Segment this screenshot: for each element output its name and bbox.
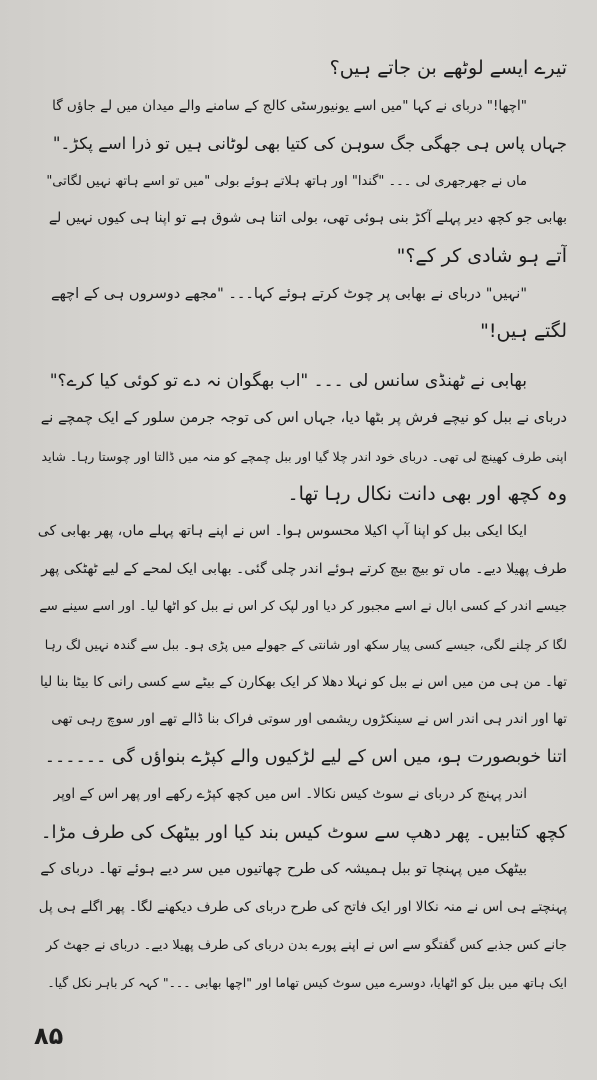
text-line: بھابی نے ٹھنڈی سانس لی ۔۔۔ "اب بھگوان نہ دے تو کوئی کیا کرے؟" [49, 370, 527, 391]
text-line: وہ کچھ اور بھی دانت نکال رہا تھا۔ [287, 482, 567, 505]
text-line: کچھ کتابیں۔ پھر دھپ سے سوٹ کیس بند کیا اور بیٹھک کی طرف مڑا۔ [40, 821, 567, 843]
text-line: جہاں پاس ہی جھگی جگ سوہن کی کتیا بھی لوٹانی ہیں تو ذرا اسے پکڑ۔" [52, 134, 567, 154]
text-line: تیرے ایسے لوٹھے بن جاتے ہیں؟ [329, 57, 567, 79]
text-line: "نہیں" دربای نے بھابی پر چوٹ کرتے ہوئے کہا۔۔۔ "مجھے دوسروں ہی کے اچھے [50, 285, 527, 302]
text-line: ایک ہاتھ میں ببل کو اٹھایا، دوسرے میں سوٹ کیس تھاما اور "اچھا بھابی ۔۔۔" کہہ کر باہر نکل گیا۔ [47, 975, 567, 991]
text-line: ماں نے جھرجھری لی ۔۔۔ "گندا" اور ہاتھ ہلاتے ہوئے بولی "میں تو اسے ہاتھ نہیں لگاتی" [46, 173, 527, 189]
urdu-text-block [38, 50, 567, 1002]
text-line: لگتے ہیں!" [480, 320, 567, 343]
text-line: تھا۔ من ہی من میں اس نے ببل کو نہلا دھلا کر ایک بھکارن کے بیٹے سے کسی رانی کا بیٹا بنا لیا [39, 673, 567, 690]
text-line: آتے ہو شادی کر کے؟" [396, 244, 567, 267]
text-line: اپنی طرف کھینچ لی تھی۔ دربای خود اندر چلا گیا اور ببل چمچے کو منہ میں ڈالتا اور چوستا رہا۔ شاید [41, 448, 567, 464]
text-line: جانے کس جذبے کس گفتگو سے اس نے اپنے پورے بدن دربای کی طرف پھیلا دیے۔ دربای نے جھٹ کر [45, 937, 567, 953]
text-line: بھابی جو کچھ دیر پہلے آکڑ بنی ہوئی تھی، بولی اتنا ہی شوق ہے تو اپنا ہی کیوں نہیں لے [48, 210, 567, 227]
text-line: اتنا خوبصورت ہو، میں اس کے لیے لڑکیوں والے کپڑے بنواؤں گی ۔۔۔۔۔۔ [44, 746, 567, 767]
text-line: پہنچتے ہی اس نے منہ نکالا اور ایک فاتح کی طرح دربای کی طرف دیکھنے لگا۔ پھر اگلے ہی پل [38, 899, 567, 916]
text-line: جیسے اندر کے کسی ابال نے اسے مجبور کر دیا اور لپک کر اس نے ببل کو اٹھا لیا۔ اور اسے سینے سے [39, 599, 567, 615]
text-line: ایکا ایکی ببل کو اپنا آپ اکیلا محسوس ہوا۔ اس نے اپنے ہاتھ پہلے ماں، پھر بھابی کی [38, 523, 527, 540]
page-number: ۸۵ [34, 1022, 64, 1050]
text-line: لگا کر چلنے لگی، جیسے کسی پیار سکھ اور شانتی کے جھولے میں پڑی ہو۔ ببل سے گندہ نہیں لگ رہا [44, 636, 567, 652]
text-line: تھا اور اندر ہی اندر اس نے سینکڑوں ریشمی اور سوتی فراک بنا ڈالے تھے اور سوچ رہی تھی [51, 711, 567, 728]
text-line: طرف پھیلا دیے۔ ماں تو بیچ بیچ کرتے ہوئے اندر چلی گئی۔ بھابی ایک لمحے کے لیے ٹھٹکی پھر [41, 560, 567, 577]
text-line: "اچھا!" دربای نے کہا "میں اسے یونیورسٹی کالج کے سامنے والے میدان میں لے جاؤں گا [52, 97, 527, 114]
text-line: بیٹھک میں پہنچا تو ببل ہمیشہ کی طرح چھاتیوں میں سر دیے ہوئے تھا۔ دربای کے [40, 861, 527, 878]
text-line: دربای نے ببل کو نیچے فرش پر بٹھا دیا، جہاں اس کی توجہ جرمن سلور کے ایک چمچے نے [40, 410, 567, 427]
text-line: اندر پہنچ کر دربای نے سوٹ کیس نکالا۔ اس میں کچھ کپڑے رکھے اور پھر اس کے اوپر [53, 786, 527, 803]
